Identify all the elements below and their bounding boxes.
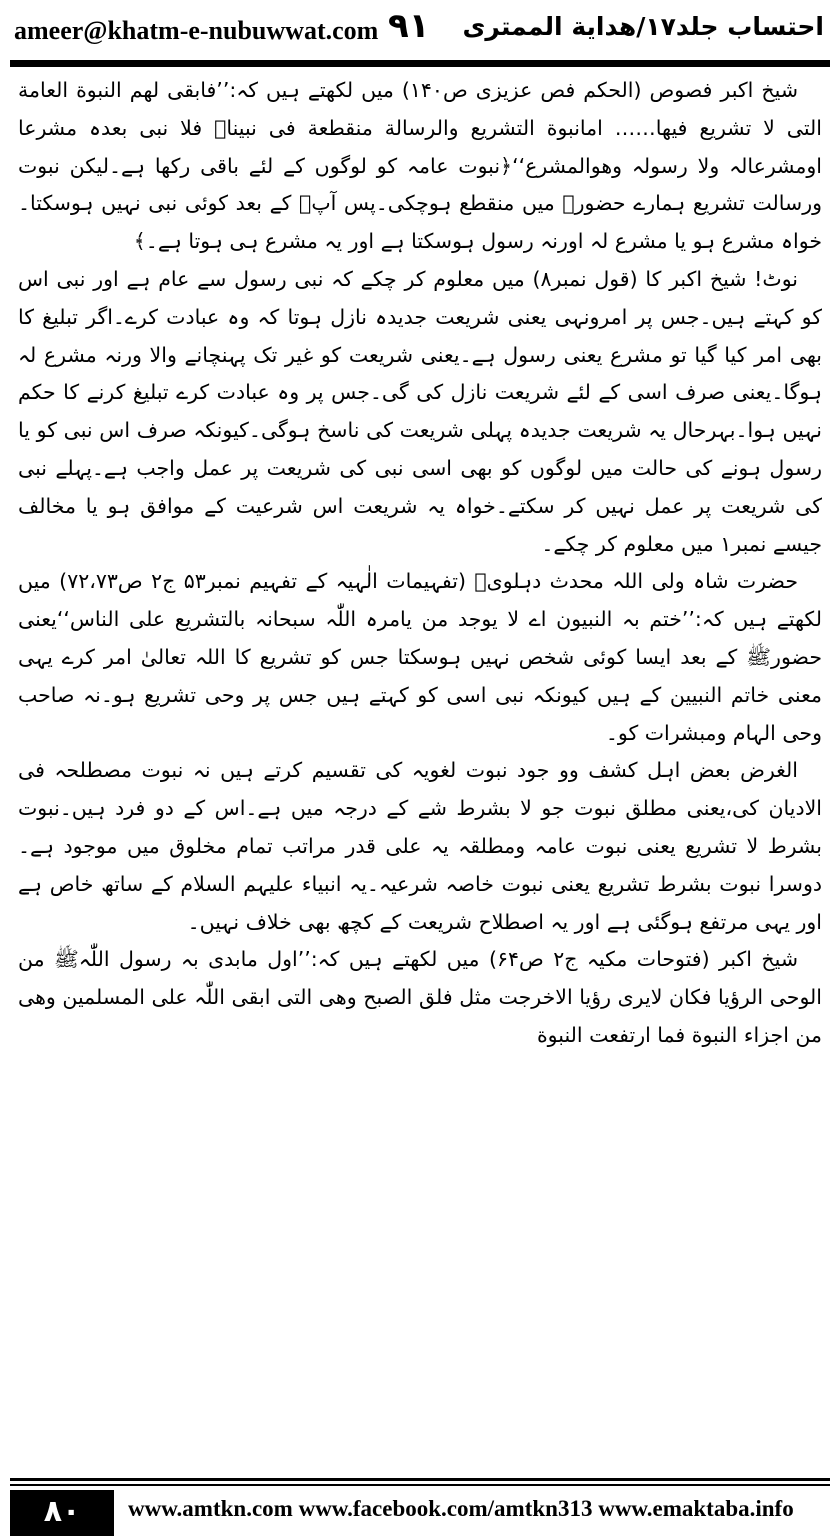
page-body — [18, 72, 822, 1462]
paragraph-2: نوٹ! شیخ اکبر کا (قول نمبر۸) میں معلوم کر چکے کہ نبی رسول سے عام ہے اور نبی اس کو کہتے ہیں۔جس پر امرونہی یعنی شریعت جدیدہ نازل ہوتا کہ وہ عبادت کرے۔اگر تبلیغ کا بھی امر کیا گیا تو مشرع یعنی رسول ہے۔یعنی شریعت کو غیر تک پہنچانے والا ورنہ مشرع لہ ہوگا۔یعنی صرف اسی کے لئے شریعت نازل کی گی۔جس پر وہ عبادت کرے تبلیغ کرنے کا حکم نہیں ہوا۔بہرحال یہ شریعت جدیدہ پہلی شریعت کی ناسخ ہوگی۔کیونکہ صرف اس نبی کو یا رسول ہونے کی حالت میں لوگوں کو بھی اسی نبی کی شریعت پر عمل واجب ہے۔پہلے نبی کی شریعت پر عمل نہیں کر سکتے۔خواہ یہ شریعت اس شرعیت کے موافق ہو یا مخالف جیسے نمبر۱ میں معلوم کر چکے۔ — [18, 266, 822, 556]
header-book-title: احتساب جلد۱۷/ھدایة الممتری — [462, 12, 824, 41]
header-page-number: ۹۱ — [388, 6, 430, 46]
header-email: ameer@khatm-e-nubuwwat.com — [14, 16, 379, 45]
paragraph-3: حضرت شاہ ولی اللہ محدث دہلویؒ (تفہیمات الٰہیہ کے تفہیم نمبر۵۳ ج۲ ص۷۲،۷۳) میں لکھتے ہیں کہ:’’ختم بہ النبیون اے لا یوجد من یامرہ اللّٰہ سبحانہ بالتشریع علی الناس‘‘یعنی حضورﷺ کے بعد ایسا کوئی شخص نہیں ہوسکتا جس کو تشریع کا اللہ تعالیٰ امر کرے یہی معنی خاتم النبیین کے ہیں کیونکہ نبی اسی کو کہتے ہیں جس پر وحی تشریع ہو۔نہ صاحب وحی الہام ومبشرات کو۔ — [18, 569, 822, 745]
paragraph-5: شیخ اکبر (فتوحات مکیہ ج۲ ص۶۴) میں لکھتے ہیں کہ:’’اول مابدی بہ رسول اللّٰہﷺ من الوحی الرؤیا فکان لایری رؤیا الاخرجت مثل فلق الصبح وھی التی ابقی اللّٰہ علی المسلمین وھی من اجزاء النبوة فما ارتفعت النبوة — [18, 947, 822, 1047]
footer-rule — [10, 1478, 830, 1481]
paragraph-1: شیخ اکبر فصوص (الحکم فص عزیزی ص۱۴۰) میں لکھتے ہیں کہ:’’فابقی لھم النبوة العامة التی لا تشریع فیھا…… امانبوة التشریع والرسالة منقطعة فی نبیناﷺ فلا نبی بعدہ مشرعا اومشرعالہ ولا رسولہ وھوالمشرع‘‘﴿نبوت عامہ کو لوگوں کے لئے باقی رکھا ہے۔لیکن نبوت ورسالت تشریع ہمارے حضورﷺ میں منقطع ہوچکی۔پس آپؐ کے بعد کوئی نبی نہیں ہوسکتا۔خواہ مشرع ہو یا مشرع لہ اورنہ رسول ہوسکتا ہے اور یہ مشرع ہی ہوتا ہے۔﴾ — [18, 78, 822, 254]
paragraph-4: الغرض بعض اہل کشف وو جود نبوت لغویہ کی تقسیم کرتے ہیں نہ نبوت مصطلحہ فی الادیان کی،یعنی مطلق نبوت جو لا بشرط شے کے درجہ میں ہے۔اس کے دو فرد ہیں۔نبوت بشرط لا تشریع یعنی نبوت عامہ ومطلقہ یہ علی قدر مراتب تمام مخلوق میں موجود ہے۔دوسرا نبوت بشرط تشریع یعنی نبوت خاصہ شرعیہ۔یہ انبیاء علیہم السلام کے ساتھ خاص ہے اور یہی مرتفع ہوگئی ہے اور یہ اصطلاح شریعت کے کچھ بھی خلاف نہیں۔ — [18, 758, 822, 934]
header-rule — [10, 60, 830, 67]
footer-page-number: ۸۰ — [10, 1490, 114, 1536]
page-header — [0, 0, 840, 62]
footer-urls: www.amtkn.com www.facebook.com/amtkn313 www.emaktaba.info — [128, 1496, 794, 1521]
footer-rule-thin — [10, 1484, 830, 1486]
page-footer — [0, 1478, 840, 1540]
